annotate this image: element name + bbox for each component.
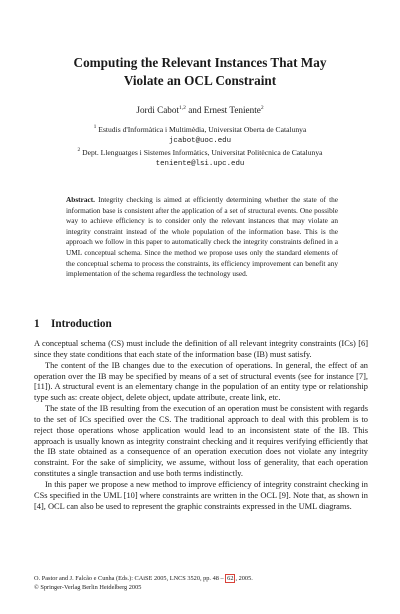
citation-text: O. Pastor and J. Falcão e Cunha (Eds.): CAiSE 2005, LNCS 3520, pp. 48 – bbox=[34, 575, 226, 582]
citation-suffix: , 2005. bbox=[235, 575, 253, 582]
paper-title-line-1: Computing the Relevant Instances That May bbox=[73, 55, 327, 70]
paragraph-2: The content of the IB changes due to the execution of operations. In general, the effect of an operation over the IB may be specified by means of a set of structural events (see for instance [7], [11]). A structural event is an elementary change in the population of an entity type or relationship type such as: create object, delete object, update attribute, create link, etc. bbox=[34, 360, 368, 403]
affiliation-2-mark: 2 bbox=[77, 147, 81, 153]
abstract-label: Abstract. bbox=[66, 195, 95, 204]
affiliation-1-email: jcabot@uoc.edu bbox=[168, 137, 232, 145]
copyright-line: © Springer-Verlag Berlin Heidelberg 2005 bbox=[34, 584, 142, 591]
abstract bbox=[66, 195, 338, 280]
section-number: 1 bbox=[34, 318, 40, 330]
paragraph-1: A conceptual schema (CS) must include the definition of all relevant integrity constraints (ICs) [6] since they state conditions that each state of the information base (IB) must satisfy. bbox=[34, 339, 368, 359]
section-heading bbox=[34, 317, 112, 331]
citation-line bbox=[34, 574, 368, 583]
paper-title-line-2: Violate an OCL Constraint bbox=[123, 73, 277, 88]
highlighted-page-number: 62 bbox=[227, 575, 234, 582]
section-title: Introduction bbox=[51, 318, 112, 330]
affiliation-1-mark: 1 bbox=[93, 124, 97, 130]
author-2: Ernest Teniente bbox=[203, 105, 261, 115]
author-2-affiliation-mark: 2 bbox=[260, 105, 264, 111]
abstract-text: Integrity checking is aimed at efficiently determining whether the state of the information base is consistent after the application of a set of structural events. One possible way to achieve efficiency is to consider only the relevant instances that may violate an integrity constraint instead of the whole population of the information base. This is the approach we follow in this paper to automatically check the integrity constraints defined in a UML conceptual schema. Since the method we propose uses only the standard elements of the conceptual schema to process the constraints, its efficiency improvement can benefit any implementation of the schema regardless the technology used. bbox=[66, 195, 338, 279]
paragraph-4: In this paper we propose a new method to improve efficiency of integrity constraint checking in CSs specified in the UML [10] where constraints are written in the OCL [9]. Note that, as shown in [4], OCL can also be used to represent the graphic constraints expressed in the UML diagrams. bbox=[34, 479, 368, 511]
affiliation-1 bbox=[40, 125, 360, 135]
affiliation-2 bbox=[40, 148, 360, 158]
affiliation-2-text: Dept. Llenguatges i Sistemes Informàtics, Universitat Politècnica de Catalunya bbox=[80, 148, 323, 157]
author-list bbox=[40, 104, 360, 116]
affiliation-2-email: teniente@lsi.upc.edu bbox=[155, 160, 245, 168]
author-1-affiliation-mark: 1,2 bbox=[179, 105, 186, 111]
paragraph-3: The state of the IB resulting from the execution of an operation must be consistent with regards to the set of ICs specified over the CS. The traditional approach to deal with this problem is to reject those operations whose application would lead to an inconsistent state of the IB. This approach is usually known as integrity constraint checking and it requires verifying efficiently that the IB state obtained as a consequence of an operation execution does not violate any integrity constraint. For the sake of simplicity, we assume, without loss of generality, that each operation constitutes a single transaction and use both terms indistinctly. bbox=[34, 404, 368, 479]
author-joiner: and bbox=[185, 105, 204, 115]
author-1: Jordi Cabot bbox=[136, 105, 180, 115]
affiliation-1-text: Estudis d'Informàtica i Multimèdia, Universitat Oberta de Catalunya bbox=[96, 125, 307, 134]
page-footer bbox=[34, 574, 368, 592]
section-body bbox=[34, 339, 368, 513]
